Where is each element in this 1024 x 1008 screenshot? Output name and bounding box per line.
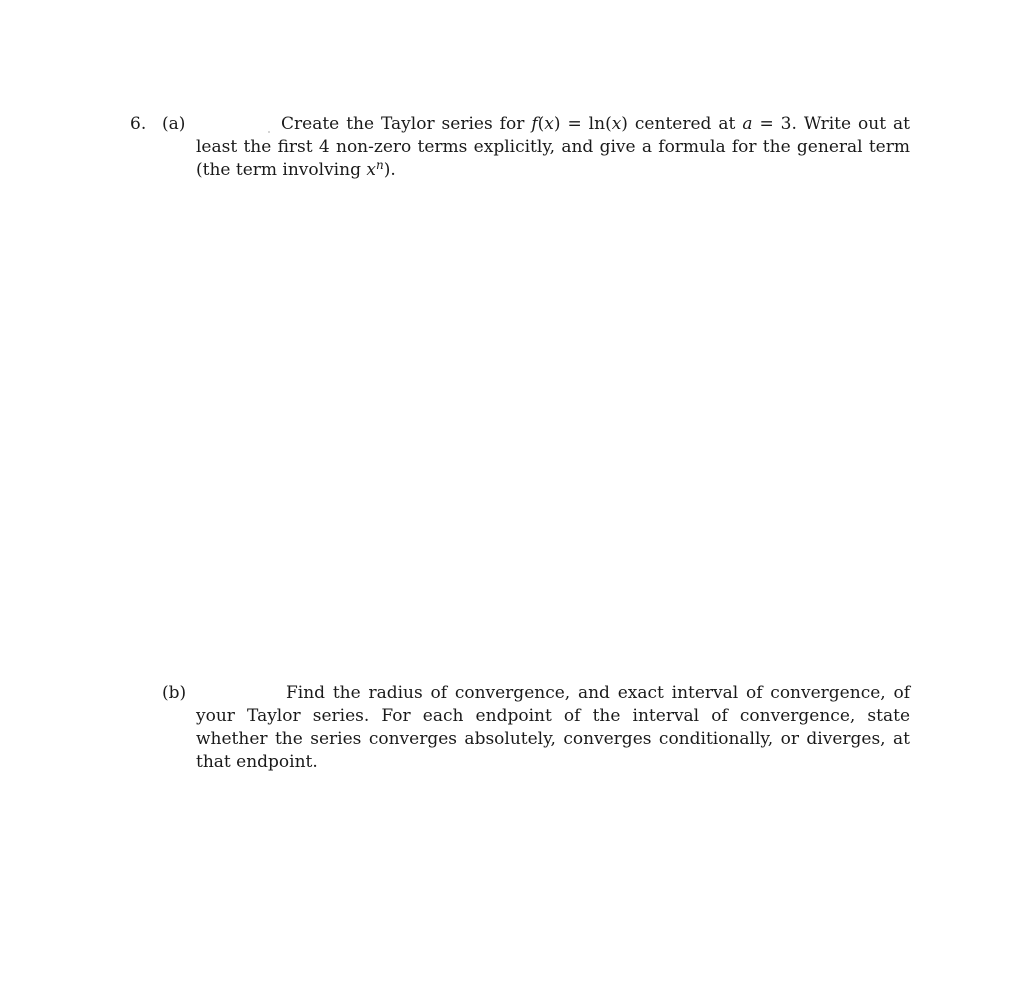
math-n-exponent: n — [375, 158, 384, 172]
math-eq-ln: ) = ln( — [553, 114, 612, 134]
math-x: x — [611, 114, 622, 134]
part-a-label: (a) — [162, 114, 186, 134]
part-a-text-4: ). — [383, 160, 396, 180]
math-paren-open: ( — [537, 114, 545, 134]
math-f: f — [531, 114, 538, 134]
part-b-question: Find the radius of convergence, and exact interval of convergence, of your Taylor series. For each endpoint of the interval of convergence, state whether the series converges absolutely, converges conditionally, or diverges, at that endpoint. — [196, 683, 910, 772]
math-a: a — [742, 114, 753, 134]
part-a-text-1: Create the Taylor series for — [281, 114, 532, 134]
part-a-text-2: ) centered at — [621, 114, 743, 134]
part-a-text-3: = 3. Write out at least the first 4 non-zero terms explicitly, and give a formula for the general term (the term involving — [196, 114, 910, 180]
part-a-question — [196, 113, 910, 182]
math-x: x — [544, 114, 554, 134]
problem-number: 6. — [130, 114, 147, 134]
part-b-label: (b) — [162, 683, 187, 703]
math-x-base: x — [366, 160, 376, 180]
